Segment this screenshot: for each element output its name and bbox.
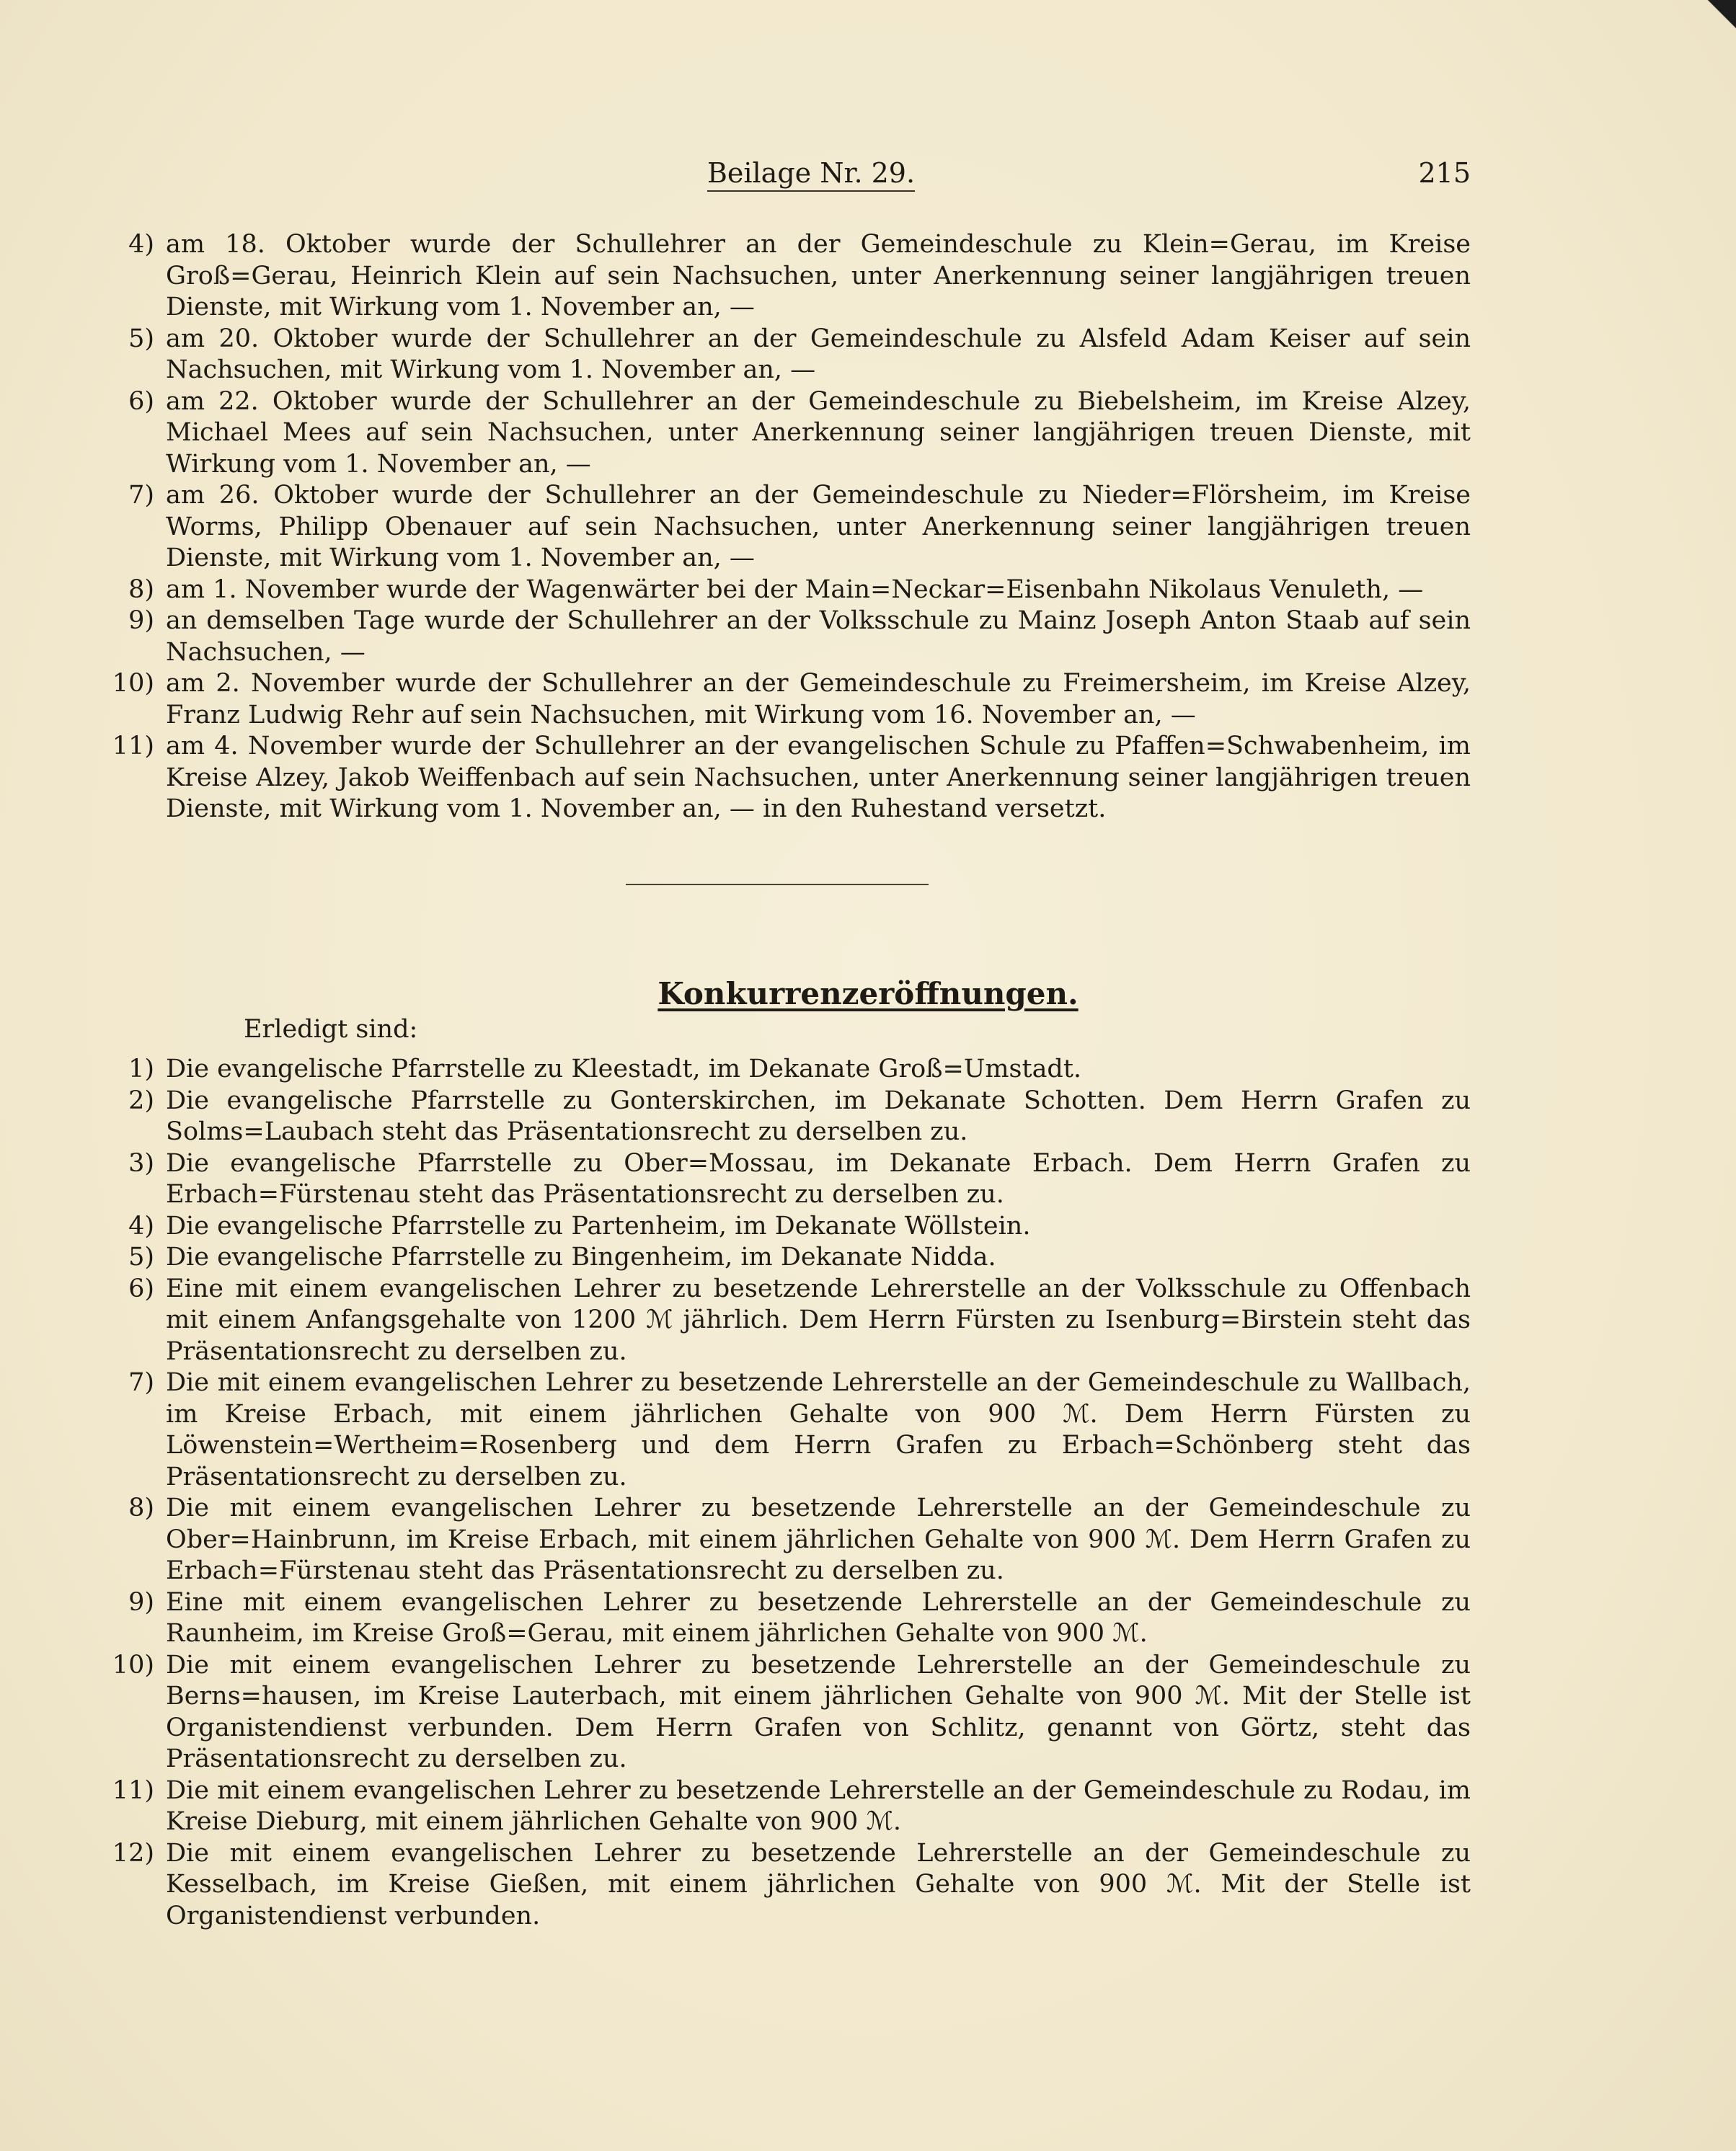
list-item: 7) Die mit einem evangelischen Lehrer zu besetzende Lehrerstelle an der Gemeindeschule zu Wallbach, im Kreise Erbach, mit einem jährlichen Gehalte von 900 ℳ. Dem Herrn Fürsten zu Löwenstein=Wertheim=Rosenberg und dem Herrn Grafen zu Erbach=Schönberg steht das Präsentationsrecht zu derselben zu.: [128, 1368, 1471, 1491]
list-item: 10) Die mit einem evangelischen Lehrer zu besetzende Lehrerstelle an der Gemeindeschule zu Berns=hausen, im Kreise Lauterbach, mit einem jährlichen Gehalte von 900 ℳ. Mit der Stelle ist Organistendienst verbunden. Dem Herrn Grafen von Schlitz, genannt von Görtz, steht das Präsentationsrecht zu derselben zu.: [112, 1650, 1471, 1773]
section-intro: Erledigt sind:: [244, 1015, 418, 1044]
list-item: 1) Die evangelische Pfarrstelle zu Kleestadt, im Dekanate Groß=Umstadt.: [128, 1055, 1082, 1083]
header-title: Beilage Nr. 29.: [151, 157, 1471, 189]
list-item: 4) Die evangelische Pfarrstelle zu Partenheim, im Dekanate Wöllstein.: [128, 1211, 1031, 1241]
list-item: 2) Die evangelische Pfarrstelle zu Gonterskirchen, im Dekanate Schotten. Dem Herrn Grafen zu Solms=Laubach steht das Präsentationsrecht zu derselben zu.: [128, 1086, 1471, 1146]
list-item: 6) am 22. Oktober wurde der Schullehrer an der Gemeindeschule zu Biebelsheim, im Kreise Alzey, Michael Mees auf sein Nachsuchen, unter Anerkennung seiner langjährigen treuen Dienste, mit Wirkung vom 1. November an, —: [128, 386, 1471, 479]
list-item: 11) am 4. November wurde der Schullehrer an der evangelischen Schule zu Pfaffen=Schwabenheim, im Kreise Alzey, Jakob Weiffenbach auf sein Nachsuchen, unter Anerkennung seiner langjährigen treuen Dienste, mit Wirkung vom 1. November an, — in den Ruhestand versetzt.: [112, 732, 1471, 823]
list-item: 5) Die evangelische Pfarrstelle zu Bingenheim, im Dekanate Nidda.: [128, 1243, 996, 1272]
page-corner-fold: [1707, 0, 1736, 29]
list-item: 10) am 2. November wurde der Schullehrer an der Gemeindeschule zu Freimersheim, im Kreise Alzey, Franz Ludwig Rehr auf sein Nachsuchen, mit Wirkung vom 16. November an, —: [112, 669, 1471, 729]
page-number: 215: [1418, 157, 1471, 189]
list-item: 9) an demselben Tage wurde der Schullehrer an der Volksschule zu Mainz Joseph Anton Staab auf sein Nachsuchen, —: [128, 606, 1471, 667]
list-item: 12) Die mit einem evangelischen Lehrer zu besetzende Lehrerstelle an der Gemeindeschule zu Kesselbach, im Kreise Gießen, mit einem jährlichen Gehalte von 900 ℳ. Mit der Stelle ist Organistendienst verbunden.: [112, 1838, 1471, 1930]
retirements-list: [108, 229, 1471, 825]
vacancies-list: [108, 1054, 1471, 1932]
list-item: 4) am 18. Oktober wurde der Schullehrer an der Gemeindeschule zu Klein=Gerau, im Kreise Groß=Gerau, Heinrich Klein auf sein Nachsuchen, unter Anerkennung seiner langjährigen treuen Dienste, mit Wirkung vom 1. November an, —: [128, 230, 1471, 321]
list-item: 8) am 1. November wurde der Wagenwärter bei der Main=Neckar=Eisenbahn Nikolaus Venuleth, —: [128, 575, 1424, 604]
list-item: 7) am 26. Oktober wurde der Schullehrer an der Gemeindeschule zu Nieder=Flörsheim, im Kreise Worms, Philipp Obenauer auf sein Nachsuchen, unter Anerkennung seiner langjährigen treuen Dienste, mit Wirkung vom 1. November an, —: [128, 481, 1471, 572]
list-item: 3) Die evangelische Pfarrstelle zu Ober=Mossau, im Dekanate Erbach. Dem Herrn Grafen zu Erbach=Fürstenau steht das Präsentationsrecht zu derselben zu.: [128, 1148, 1471, 1209]
list-item: 8) Die mit einem evangelischen Lehrer zu besetzende Lehrerstelle an der Gemeindeschule zu Ober=Hainbrunn, im Kreise Erbach, mit einem jährlichen Gehalte von 900 ℳ. Dem Herrn Grafen zu Erbach=Fürstenau steht das Präsentationsrecht zu derselben zu.: [128, 1494, 1471, 1585]
section-heading: Konkurrenzeröffnungen.: [657, 976, 1079, 1011]
list-item: 6) Eine mit einem evangelischen Lehrer zu besetzende Lehrerstelle an der Volksschule zu Offenbach mit einem Anfangsgehalte von 1200 ℳ jährlich. Dem Herrn Fürsten zu Isenburg=Birstein steht das Präsentationsrecht zu derselben zu.: [128, 1274, 1471, 1366]
section-divider: [626, 884, 929, 885]
list-item: 9) Eine mit einem evangelischen Lehrer zu besetzende Lehrerstelle an der Gemeindeschule zu Raunheim, im Kreise Groß=Gerau, mit einem jährlichen Gehalte von 900 ℳ.: [128, 1587, 1471, 1648]
list-item: 11) Die mit einem evangelischen Lehrer zu besetzende Lehrerstelle an der Gemeindeschule zu Rodau, im Kreise Dieburg, mit einem jährlichen Gehalte von 900 ℳ.: [112, 1775, 1471, 1836]
list-item: 5) am 20. Oktober wurde der Schullehrer an der Gemeindeschule zu Alsfeld Adam Keiser auf sein Nachsuchen, mit Wirkung vom 1. November an, —: [128, 324, 1471, 384]
page-header: [151, 153, 1471, 196]
